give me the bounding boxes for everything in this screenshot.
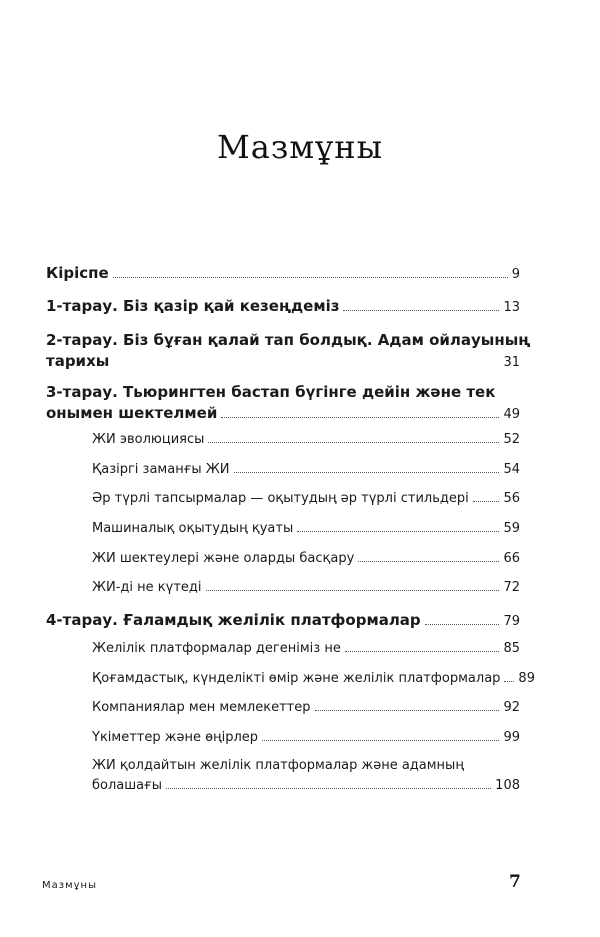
toc-entry-title: Үкіметтер және өңірлер	[92, 730, 259, 745]
dot-leader	[358, 561, 499, 562]
toc-entry-title-line-1: ЖИ қолдайтын желілік платформалар және адамның	[92, 758, 464, 773]
dot-leader	[206, 590, 500, 591]
toc-page-number: 49	[503, 407, 520, 422]
toc-page-number: 59	[503, 521, 520, 536]
toc-entry-title: Компаниялар мен мемлекеттер	[92, 700, 311, 715]
dot-leader	[262, 740, 499, 741]
toc-entry-chapter-1[interactable]	[46, 297, 520, 315]
toc-page-number: 99	[503, 730, 520, 745]
dot-leader	[345, 651, 500, 652]
toc-page-number: 31	[503, 355, 520, 370]
toc-page-number: 72	[503, 580, 520, 595]
toc-entry-title: Машиналық оқытудың қуаты	[92, 521, 294, 536]
toc-entry-title: 1-тарау. Біз қазір қай кезеңдеміз	[46, 297, 340, 315]
toc-page-number: 108	[495, 778, 520, 793]
toc-page-number: 56	[503, 491, 520, 506]
toc-section[interactable]	[92, 700, 520, 715]
toc-entry-chapter-3[interactable]	[46, 382, 520, 422]
dot-leader	[113, 277, 508, 278]
dot-leader	[504, 681, 514, 682]
toc-page-number: 85	[503, 641, 520, 656]
toc-section[interactable]	[92, 432, 520, 447]
dot-leader	[343, 310, 499, 311]
dot-leader	[234, 472, 500, 473]
toc-entry-title: ЖИ эволюциясы	[92, 432, 205, 447]
toc-page-number: 89	[518, 671, 535, 686]
toc-entry-title: Кіріспе	[46, 264, 109, 282]
page-number: 7	[509, 872, 521, 892]
toc-entry-title-line-2: тарихы	[46, 352, 110, 370]
dot-leader	[113, 365, 499, 366]
toc-section[interactable]	[92, 491, 520, 506]
toc-entry-title-line-1: 3-тарау. Тьюрингтен бастап бүгінге дейін және тек	[46, 383, 496, 401]
toc-section[interactable]	[92, 521, 520, 536]
running-footer-label: Мазмұны	[42, 880, 97, 891]
toc-entry-chapter-2[interactable]	[46, 330, 531, 370]
toc-entry-title: ЖИ шектеулері және оларды басқару	[92, 551, 355, 566]
dot-leader	[425, 624, 500, 625]
dot-leader	[297, 531, 499, 532]
toc-page-number: 66	[503, 551, 520, 566]
toc-entry-title: Желілік платформалар дегеніміз не	[92, 641, 341, 656]
toc-entry-chapter-4[interactable]	[46, 611, 520, 629]
toc-entry-title: Қоғамдастық, күнделікті өмір және желілік платформалар	[92, 671, 501, 686]
toc-section[interactable]	[92, 462, 520, 477]
toc-page-number: 13	[503, 300, 520, 315]
dot-leader	[473, 501, 500, 502]
toc-page-number: 52	[503, 432, 520, 447]
toc-section[interactable]	[92, 671, 535, 686]
toc-page-number: 54	[503, 462, 520, 477]
toc-entry-title: Қазіргі заманғы ЖИ	[92, 462, 230, 477]
toc-page-number: 9	[511, 267, 520, 282]
page-title: Мазмұны	[216, 128, 384, 166]
toc-section[interactable]	[92, 730, 520, 745]
toc-entry-title-line-2: онымен шектелмей	[46, 404, 218, 422]
toc-entry-title-line-2: болашағы	[92, 778, 163, 793]
toc-page-number: 92	[503, 700, 520, 715]
toc-section[interactable]	[92, 757, 520, 793]
toc-entry-intro[interactable]	[46, 264, 520, 282]
toc-section[interactable]	[92, 641, 520, 656]
dot-leader	[166, 788, 491, 789]
toc-entry-title: Әр түрлі тапсырмалар — оқытудың әр түрлі стильдері	[92, 491, 469, 506]
dot-leader	[208, 442, 499, 443]
toc-entry-title-line-1: 2-тарау. Біз бұған қалай тап болдық. Адам ойлауының	[46, 331, 531, 349]
dot-leader	[221, 417, 499, 418]
toc-page-number: 79	[503, 614, 520, 629]
toc-section[interactable]	[92, 580, 520, 595]
toc-entry-title: 4-тарау. Ғаламдық желілік платформалар	[46, 611, 421, 629]
toc-entry-title: ЖИ-ді не күтеді	[92, 580, 202, 595]
dot-leader	[315, 710, 500, 711]
toc-section[interactable]	[92, 551, 520, 566]
